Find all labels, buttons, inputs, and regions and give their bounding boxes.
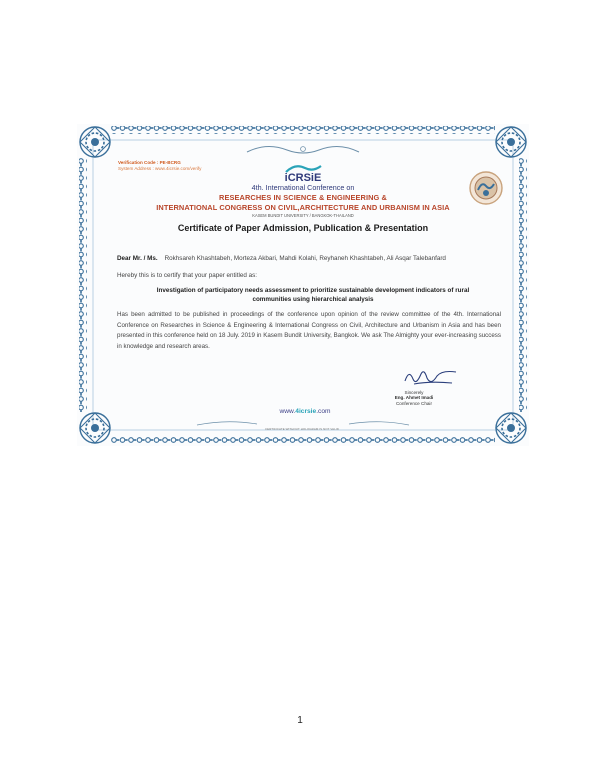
admission-paragraph: Has been admitted to be published in proceedings of the conference upon opinion of the review committee of the 4th. International Conference on Researches in Science & Engineering & International Congress on Civil, Architecture and Urbanism in Asia and has been presented in this conference held on 18 July. 2019 in Kasem Bundit University, Bangkok. We ask The Almighty your ever-increasing success in knowledge and research areas. [117,311,501,350]
signatory-name: Eng. Ahmet Imadi [394,395,434,400]
corner-ornament-bottom-right [496,413,526,443]
page-number: 1 [297,715,303,726]
hologram-validity-note: CERTIFICATE WITHOUT HOLOGRAM IS NOT VALID [264,427,339,431]
left-chain-border [79,158,87,412]
bottom-chain-border [111,436,495,444]
bottom-flourish-ornament [197,422,409,425]
website-suffix: .com [316,408,331,415]
conference-location: KASEM BUNDIT UNIVERSITY / BANGKOK-THAILAND [252,213,354,218]
top-flourish-ornament [247,146,359,153]
conference-line-3: INTERNATIONAL CONGRESS ON CIVIL,ARCHITECTURE AND URBANISM IN ASIA [156,203,450,212]
website-prefix: www. [279,408,296,415]
corner-ornament-top-left [80,127,110,157]
verification-code: Verification Code : PE-BCRG [118,160,181,165]
conference-seal-emblem [469,171,503,205]
corner-ornament-top-right [496,127,526,157]
paper-title-line-2: communities using hierarchical analysis [252,295,374,303]
right-chain-border [519,158,527,412]
conference-logo [279,162,327,184]
system-address: System Address : www.4icrsie.com/verify [118,165,202,171]
salutation: Dear Mr. / Ms. [117,255,158,262]
website-accent: 4icrsie [295,408,317,415]
paper-title-line-1: Investigation of participatory needs assessment to prioritize sustainable development indicators of rural [156,287,470,294]
signature [400,364,462,390]
author-list: Rokhsareh Khashtabeh, Morteza Akbari, Mahdi Kolahi, Reyhaneh Khashtabeh, Ali Asqar Talebanfard [164,255,446,262]
conference-website [255,408,355,415]
certificate-title: Certificate of Paper Admission, Publication & Presentation [177,223,429,233]
conference-line-2: RESEARCHES IN SCIENCE & ENGINEERING & [219,193,387,202]
corner-ornament-bottom-left [80,413,110,443]
salutation-line [117,255,502,262]
certificate [77,124,529,446]
sincerely-label: Sincerely [404,390,424,395]
certify-statement: Hereby this is to certify that your paper entitled as: [117,272,257,279]
top-chain-border [111,126,495,134]
verification-block [118,160,201,171]
logo-text: iCRSiE [284,172,322,184]
signatory-role: Conference Chair [395,401,432,406]
paper-title [125,287,501,304]
conference-line-1: 4th. International Conference on [251,183,355,192]
